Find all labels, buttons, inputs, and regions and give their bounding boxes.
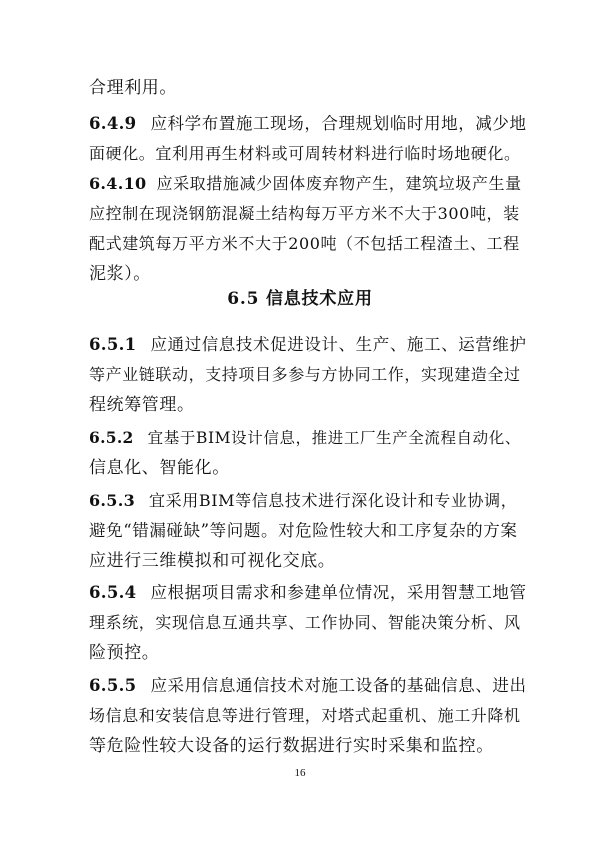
section-heading: 6.5 信息技术应用 xyxy=(227,289,373,309)
clause-number: 6.4.9 xyxy=(89,114,137,133)
clause-6-4-10-line-3: 配式建筑每万平方米不大于200吨（不包括工程渣土、工程 xyxy=(89,234,520,253)
clause-text: 应科学布置施工现场，合理规划临时用地，减少地 xyxy=(150,114,527,133)
clause-6-4-10-line-4: 泥浆）。 xyxy=(89,264,151,284)
clause-6-5-1-line-1 xyxy=(89,335,529,355)
clause-number: 6.5.5 xyxy=(89,676,137,695)
clause-number: 6.5.4 xyxy=(89,583,137,602)
clause-6-4-9-line-2: 面硬化。宜利用再生材料或可周转材料进行临时场地硬化。 xyxy=(89,144,521,163)
clause-6-4-10-line-1 xyxy=(89,174,529,194)
clause-text: 应采取措施减少固体废弃物产生，建筑垃圾产生量 xyxy=(156,174,522,193)
clause-number: 6.5.2 xyxy=(89,428,134,447)
clause-6-5-2-line-1 xyxy=(89,428,529,448)
clause-6-5-4-line-3: 险预控。 xyxy=(89,643,160,663)
clause-6-5-5-line-3: 等危险性较大设备的运行数据进行实时采集和监控。 xyxy=(89,736,494,756)
clause-number: 6.4.10 xyxy=(89,174,147,193)
clause-number: 6.5.3 xyxy=(89,491,136,510)
clause-6-4-9-line-1 xyxy=(89,114,529,134)
clause-6-5-5-line-2: 场信息和安装信息等进行管理，对塔式起重机、施工升降机 xyxy=(89,706,521,725)
clause-text: 应采用信息通信技术对施工设备的基础信息、进出 xyxy=(150,676,527,695)
clause-6-5-4-line-1 xyxy=(89,583,529,603)
clause-6-5-1-line-3: 程统筹管理。 xyxy=(89,395,195,415)
clause-6-4-10-line-2: 应控制在现浇钢筋混凝土结构每万平方米不大于300吨，装 xyxy=(89,204,520,223)
clause-text: 宜采用BIM等信息技术进行深化设计和专业协调， xyxy=(149,491,518,510)
clause-6-5-3-line-2: 避免“错漏碰缺”等问题。对危险性较大和工序复杂的方案 xyxy=(89,521,518,540)
clause-6-5-1-line-2: 等产业链联动，支持项目多参与方协同工作，实现建造全过 xyxy=(89,365,521,384)
clause-6-5-5-line-1 xyxy=(89,676,529,696)
clause-text: 应根据项目需求和参建单位情况，采用智慧工地管 xyxy=(150,583,527,602)
page-number: 16 xyxy=(294,767,306,779)
clause-text: 应通过信息技术促进设计、生产、施工、运营维护 xyxy=(150,335,527,354)
clause-6-5-4-line-2: 理系统，实现信息互通共享、工作协同、智能决策分析、风 xyxy=(89,613,521,632)
clause-6-5-2-line-2: 信息化、智能化。 xyxy=(89,458,230,478)
clause-number: 6.5.1 xyxy=(89,335,137,354)
clause-6-5-3-line-1 xyxy=(89,491,529,511)
continuation-text: 合理利用。 xyxy=(89,78,177,98)
clause-text: 宜基于BIM设计信息，推进工厂生产全流程自动化、 xyxy=(147,429,521,447)
clause-6-5-3-line-3: 应进行三维模拟和可视化交底。 xyxy=(89,551,336,571)
